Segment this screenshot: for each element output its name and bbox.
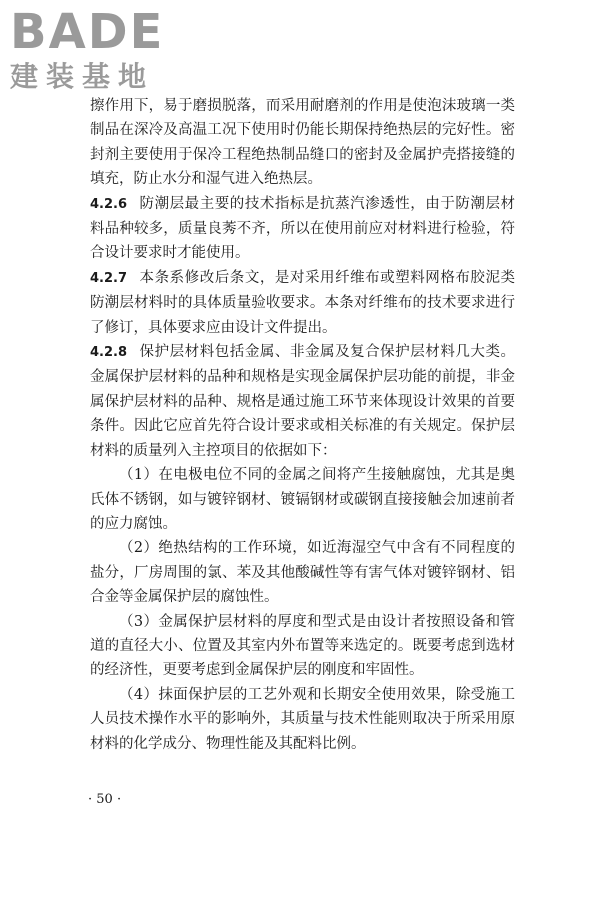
paragraph-continuation: 擦作用下，易于磨损脱落，而采用耐磨剂的作用是使泡沫玻璃一类制品在深冷及高温工况下使用时仍能长期保持绝热层的完好性。密封剂主要使用于保冷工程绝热制品缝口的密封及金属护壳搭接缝的填充，防止水分和湿气进入绝热层。 (90, 98, 515, 188)
section-number: 4.2.6 (90, 196, 128, 212)
logo (10, 6, 180, 94)
section-4-2-6 (90, 192, 515, 266)
document-body (90, 94, 515, 756)
section-4-2-7 (90, 266, 515, 340)
section-4-2-8 (90, 340, 515, 463)
section-number: 4.2.8 (90, 345, 128, 361)
list-item-3: （3）金属保护层材料的厚度和型式是由设计者按照设备和管道的直径大小、位置及其室内外布置等来选定的。既要考虑到选材的经济性，更要考虑到金属保护层的刚度和牢固性。 (90, 613, 515, 679)
list-item-1: （1）在电极电位不同的金属之间将产生接触腐蚀，尤其是奥氏体不锈钢，如与镀锌钢材、镀镉钢材或碳钢直接接触会加速前者的应力腐蚀。 (90, 467, 515, 532)
section-number: 4.2.7 (90, 270, 128, 286)
logo-text-en: BADE (10, 4, 165, 60)
section-text: 防潮层最主要的技术指标是抗蒸汽渗透性，由于防潮层材料品种较多，质量良莠不齐，所以在使用前应对材料进行检验，符合设计要求时才能使用。 (90, 195, 515, 262)
logo-text-cn: 建装基地 (10, 60, 155, 93)
page-number: · 50 · (88, 792, 122, 807)
list-item-4: （4）抹面保护层的工艺外观和长期安全使用效果，除受施工人员技术操作水平的影响外，其质量与技术性能则取决于所采用原材料的化学成分、物理性能及其配料比例。 (90, 686, 515, 752)
list-item-2: （2）绝热结构的工作环境，如近海湿空气中含有不同程度的盐分，厂房周围的氯、苯及其他酸碱性等有害气体对镀锌钢材、铝合金等金属保护层的腐蚀性。 (90, 540, 515, 606)
section-text: 本条系修改后条文，是对采用纤维布或塑料网格布胶泥类防潮层材料时的具体质量验收要求。本条对纤维布的技术要求进行了修订，具体要求应由设计文件提出。 (90, 269, 515, 336)
section-text: 保护层材料包括金属、非金属及复合保护层材料几大类。金属保护层材料的品种和规格是实现金属保护层功能的前提，非金属保护层材料的品种、规格是通过施工环节来体现设计效果的首要条件。因此它应首先符合设计要求或相关标准的有关规定。保护层材料的质量列入主控项目的依据如下： (90, 344, 515, 459)
